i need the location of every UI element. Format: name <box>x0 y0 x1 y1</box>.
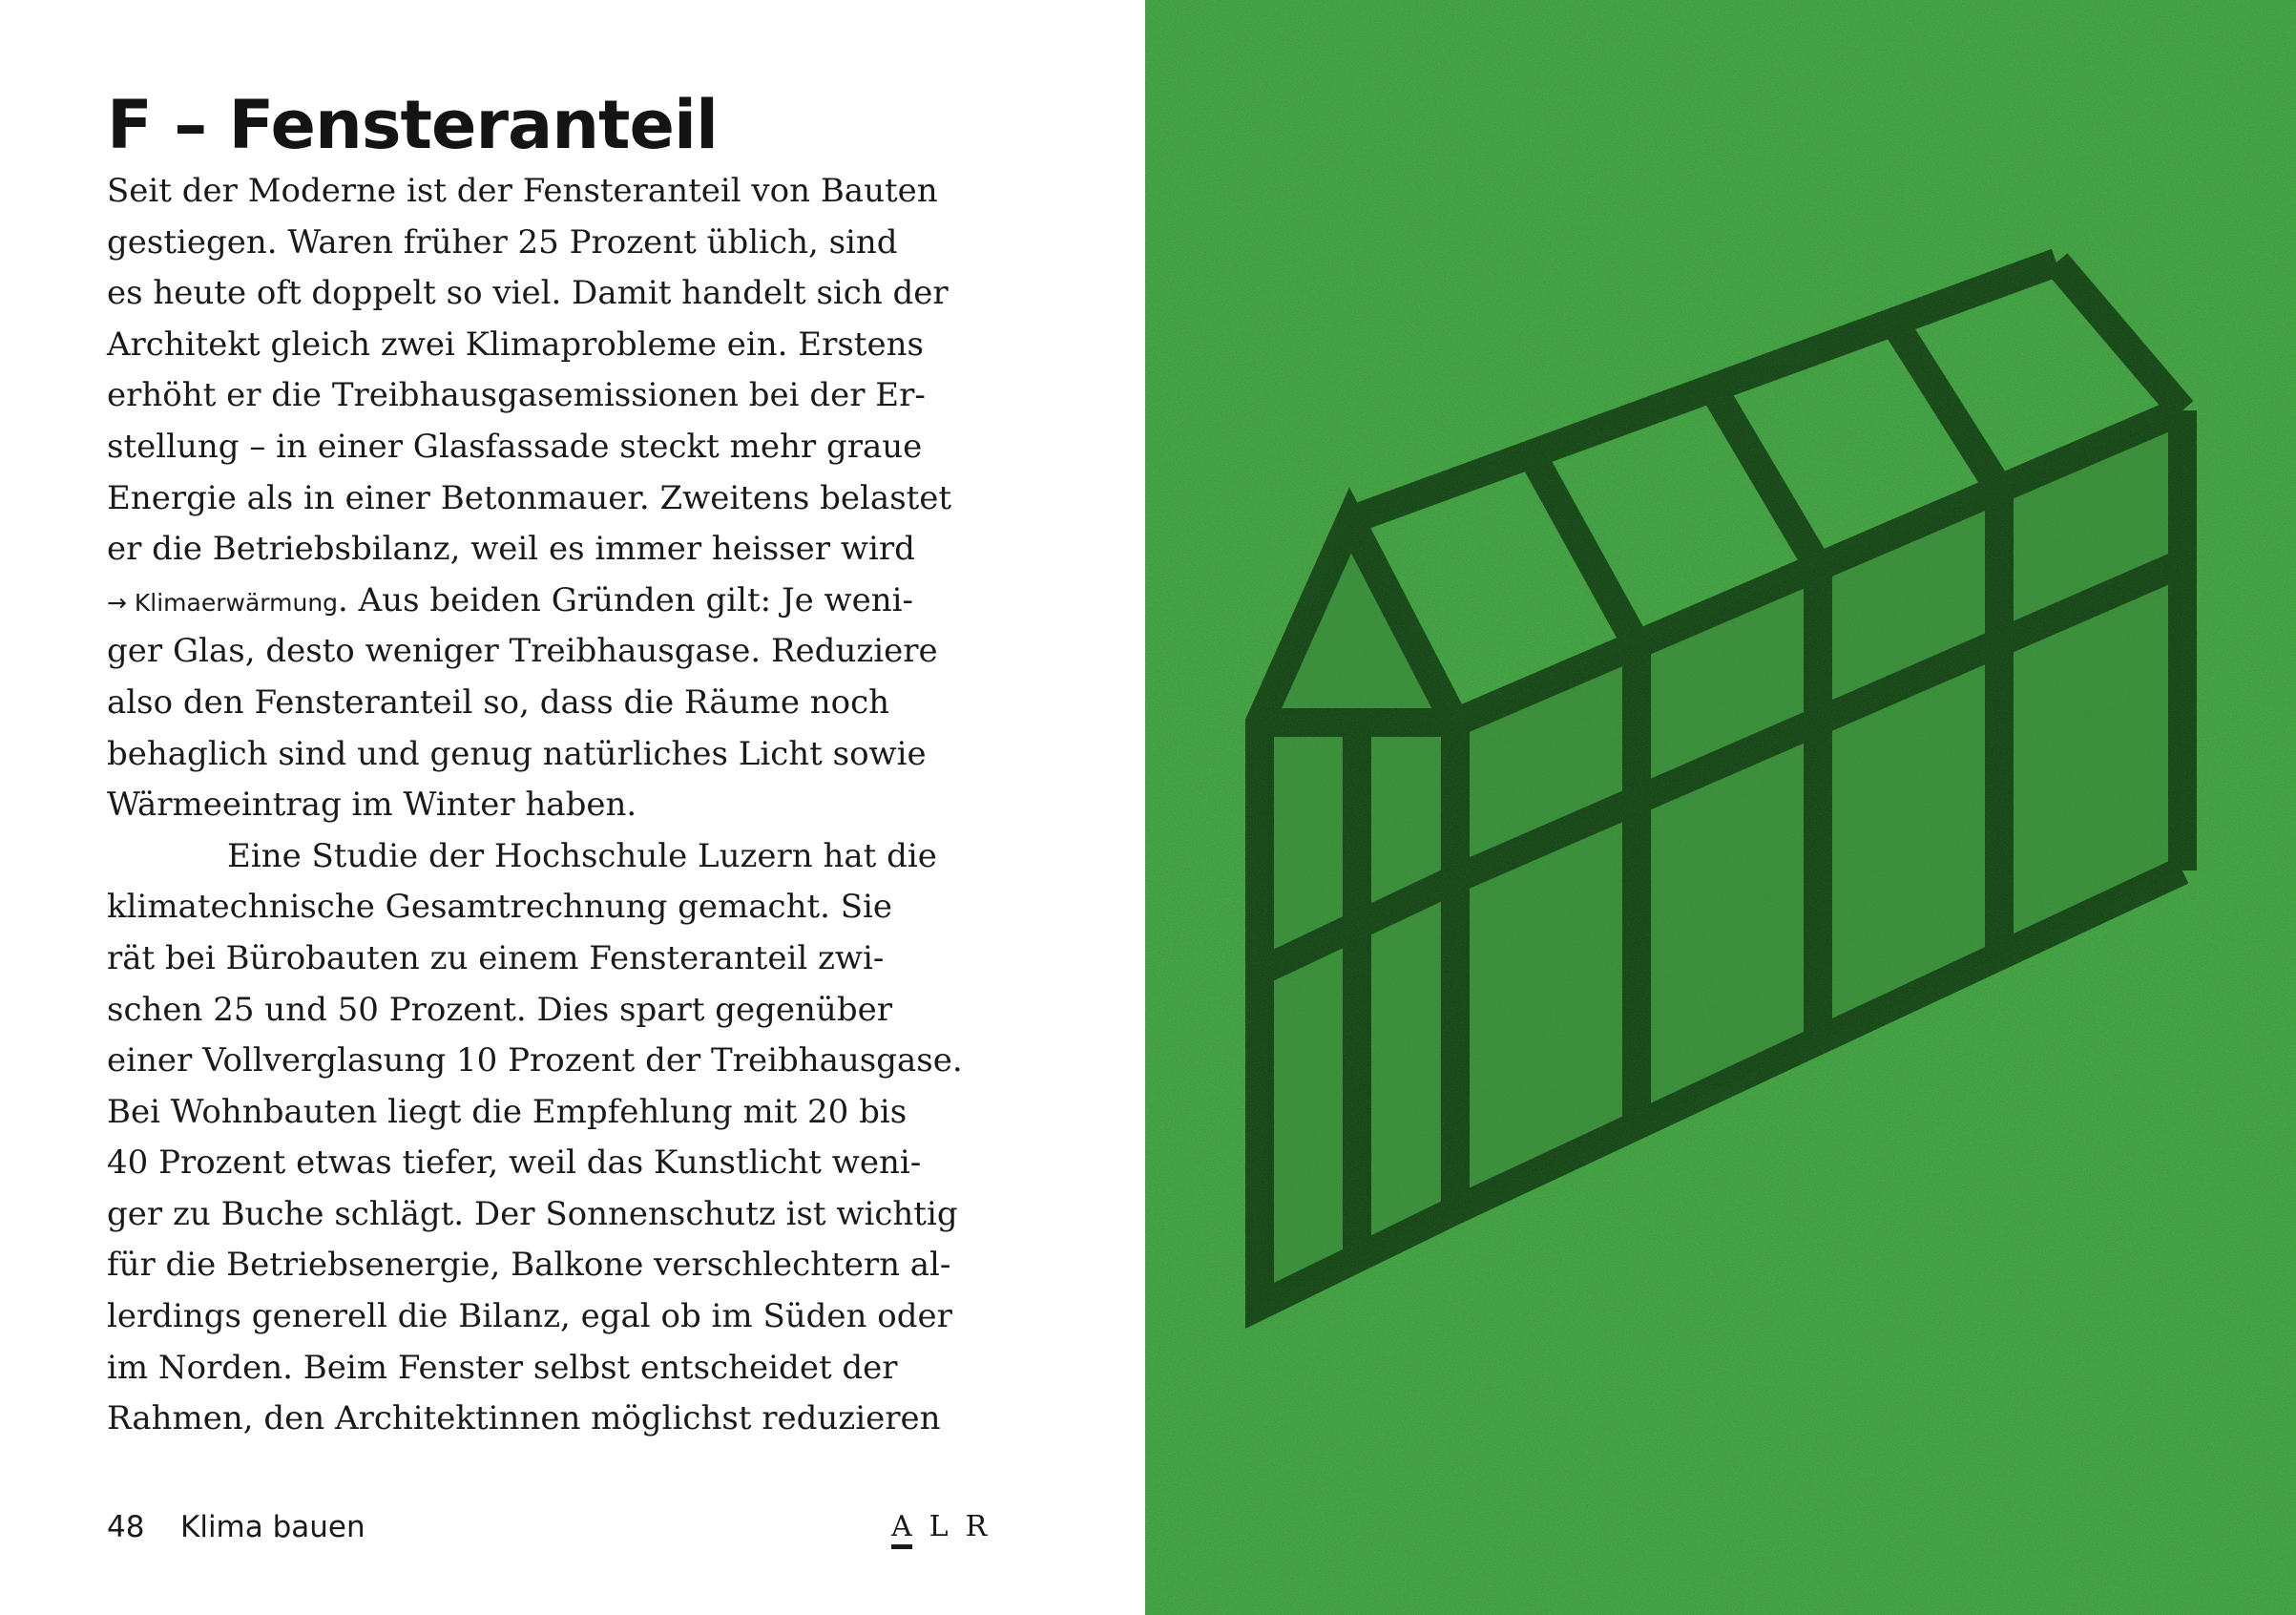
text-line: für die Betriebsenergie, Balkone verschlechtern al- <box>107 1246 951 1285</box>
left-page <box>0 0 1145 1615</box>
text-line: erhöht er die Treibhausgasemissionen bei der Er- <box>107 376 926 415</box>
text-line: gestiegen. Waren früher 25 Prozent üblich, sind <box>107 222 898 262</box>
page-heading: F – Fensteranteil <box>107 86 718 164</box>
text-line: Seit der Moderne ist der Fensteranteil von Bauten <box>107 172 938 210</box>
text-fragment: . Aus beiden Gründen gilt: Je weni- <box>338 580 913 619</box>
section-nav-a[interactable]: A <box>891 1510 912 1549</box>
text-line: ger Glas, desto weniger Treibhausgase. Reduziere <box>107 632 938 671</box>
text-line: Rahmen, den Architektinnen möglichst reduzieren <box>107 1399 941 1438</box>
text-line: es heute oft doppelt so viel. Damit handelt sich der <box>107 274 949 313</box>
text-line: behaglich sind und genug natürliches Licht sowie <box>107 734 927 773</box>
section-nav <box>891 1510 987 1549</box>
text-line: 40 Prozent etwas tiefer, weil das Kunstlicht weni- <box>107 1143 922 1183</box>
text-line: ger zu Buche schlägt. Der Sonnenschutz ist wichtig <box>107 1194 958 1233</box>
cross-reference-link[interactable]: → Klimaerwärmung <box>107 588 339 617</box>
page-number: 48 <box>107 1510 145 1544</box>
grain-overlay <box>1145 0 2296 1615</box>
text-line: Energie als in einer Betonmauer. Zweitens belastet <box>107 478 952 517</box>
text-line: er die Betriebsbilanz, weil es immer heisser wird <box>107 530 915 569</box>
text-line: Eine Studie der Hochschule Luzern hat die <box>227 836 937 875</box>
book-title: Klima bauen <box>180 1510 365 1544</box>
text-line: einer Vollverglasung 10 Prozent der Treibhausgase. <box>107 1041 963 1080</box>
section-nav-l[interactable]: L <box>929 1510 949 1543</box>
text-line: lerdings generell die Bilanz, egal ob im Süden oder <box>107 1297 952 1336</box>
text-line: Wärmeeintrag im Winter haben. <box>107 786 637 825</box>
text-line: im Norden. Beim Fenster selbst entscheidet der <box>107 1348 898 1387</box>
greenhouse-illustration <box>1145 0 2296 1615</box>
text-line: Architekt gleich zwei Klimaprobleme ein. Erstens <box>107 325 924 364</box>
text-line: Bei Wohnbauten liegt die Empfehlung mit 20 bis <box>107 1092 908 1131</box>
text-line: stellung – in einer Glasfassade steckt mehr graue <box>107 427 923 466</box>
section-nav-r[interactable]: R <box>965 1510 988 1543</box>
text-line <box>107 576 994 627</box>
text-line: also den Fensteranteil so, dass die Räume noch <box>107 682 890 722</box>
text-line: rät bei Bürobauten zu einem Fensteranteil zwi- <box>107 938 885 977</box>
text-line: klimatechnische Gesamtrechnung gemacht. Sie <box>107 888 893 927</box>
right-page-illustration <box>1145 0 2296 1615</box>
body-text <box>107 166 994 1445</box>
text-line: schen 25 und 50 Prozent. Dies spart gegenüber <box>107 990 892 1029</box>
